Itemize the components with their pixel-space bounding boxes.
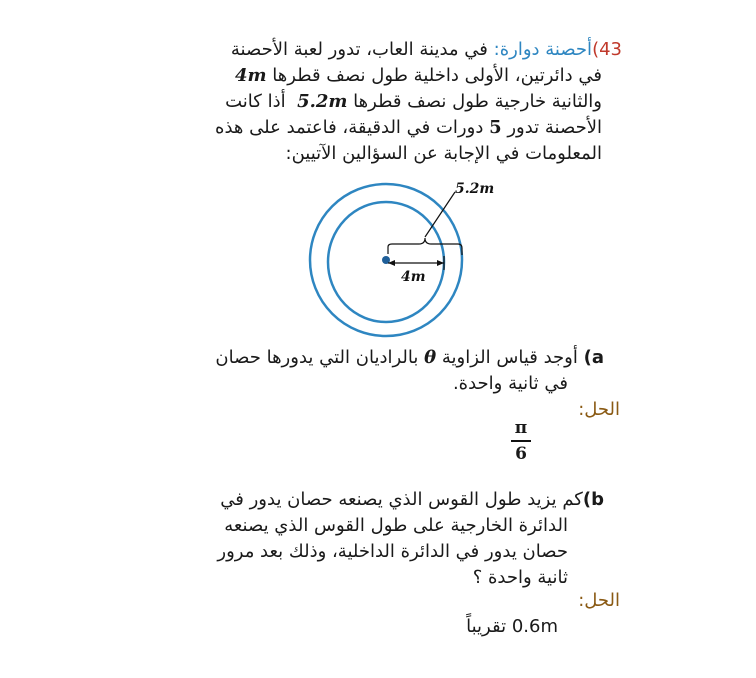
- concentric-circles-diagram: [300, 170, 495, 340]
- part-a: [140, 346, 604, 406]
- problem-line-2-text: في دائرتين، الأولى داخلية طول نصف قطرها: [272, 65, 602, 86]
- part-a-answer-fraction: [508, 418, 534, 464]
- part-b-text-line-1: كم يزيد طول القوس الذي يصنعه حصان يدور في: [220, 489, 583, 510]
- problem-line-1: [231, 38, 622, 62]
- problem-statement: [62, 38, 622, 168]
- outer-radius-value: 5.2m: [297, 91, 348, 112]
- part-b-line-4: [473, 566, 568, 590]
- fraction-numerator: π: [514, 418, 528, 438]
- part-b-line-3: [217, 540, 568, 564]
- problem-line-5-text: المعلومات في الإجابة عن السؤالين الآتيين:: [285, 143, 602, 164]
- problem-line-1-text: في مدينة العاب، تدور لعبة الأحصنة: [230, 39, 488, 60]
- problem-number: 43): [592, 39, 622, 60]
- part-b-text-line-4: ثانية واحدة ؟: [472, 567, 568, 588]
- inner-radius-label: 4m: [401, 269, 426, 285]
- problem-line-5: [286, 142, 602, 166]
- part-b-answer-value: 0.6m: [511, 616, 558, 637]
- part-b-line-1: [220, 488, 604, 512]
- problem-line-3-text-a: والثانية خارجية طول نصف قطرها: [353, 91, 602, 112]
- part-a-line-1: [215, 346, 604, 370]
- problem-line-3-text-b: أذا كانت: [225, 91, 286, 112]
- problem-line-4: [215, 116, 602, 140]
- fraction-denominator: 6: [515, 444, 527, 464]
- part-b: [130, 488, 604, 598]
- theta-symbol: θ: [424, 347, 437, 368]
- problem-line-3: [225, 90, 602, 114]
- part-a-text-a: أوجد قياس الزاوية: [441, 347, 578, 368]
- inner-radius-value: 4m: [234, 65, 267, 86]
- part-b-text-line-2: الدائرة الخارجية على طول القوس الذي يصنعه: [224, 515, 568, 536]
- fraction-bar: [511, 440, 531, 442]
- problem-line-2: [235, 64, 602, 88]
- part-a-solution-label: الحل:: [578, 399, 620, 420]
- outer-radius-label: 5.2m: [455, 181, 495, 197]
- problem-line-4-text-b: دورات في الدقيقة، فاعتمد على هذه: [215, 117, 484, 138]
- part-a-text-line-2: في ثانية واحدة.: [452, 373, 568, 394]
- part-b-line-2: [224, 514, 568, 538]
- problem-line-4-text-a: الأحصنة تدور: [507, 117, 602, 138]
- part-b-text-line-3: حصان يدور في الدائرة الداخلية، وذلك بعد مرور: [217, 541, 568, 562]
- part-a-line-2: [453, 372, 568, 396]
- outer-radius-brace: [388, 238, 462, 255]
- part-b-answer: [466, 615, 558, 639]
- rotations-value: 5: [489, 117, 502, 138]
- part-b-solution-label: الحل:: [578, 590, 620, 611]
- part-b-label: b): [582, 489, 604, 510]
- part-a-text-b: بالراديان التي يدورها حصان: [215, 347, 419, 368]
- part-b-answer-text: تقريباً: [466, 616, 507, 637]
- part-a-label: a): [583, 347, 604, 368]
- problem-title: أحصنة دوارة:: [493, 39, 593, 60]
